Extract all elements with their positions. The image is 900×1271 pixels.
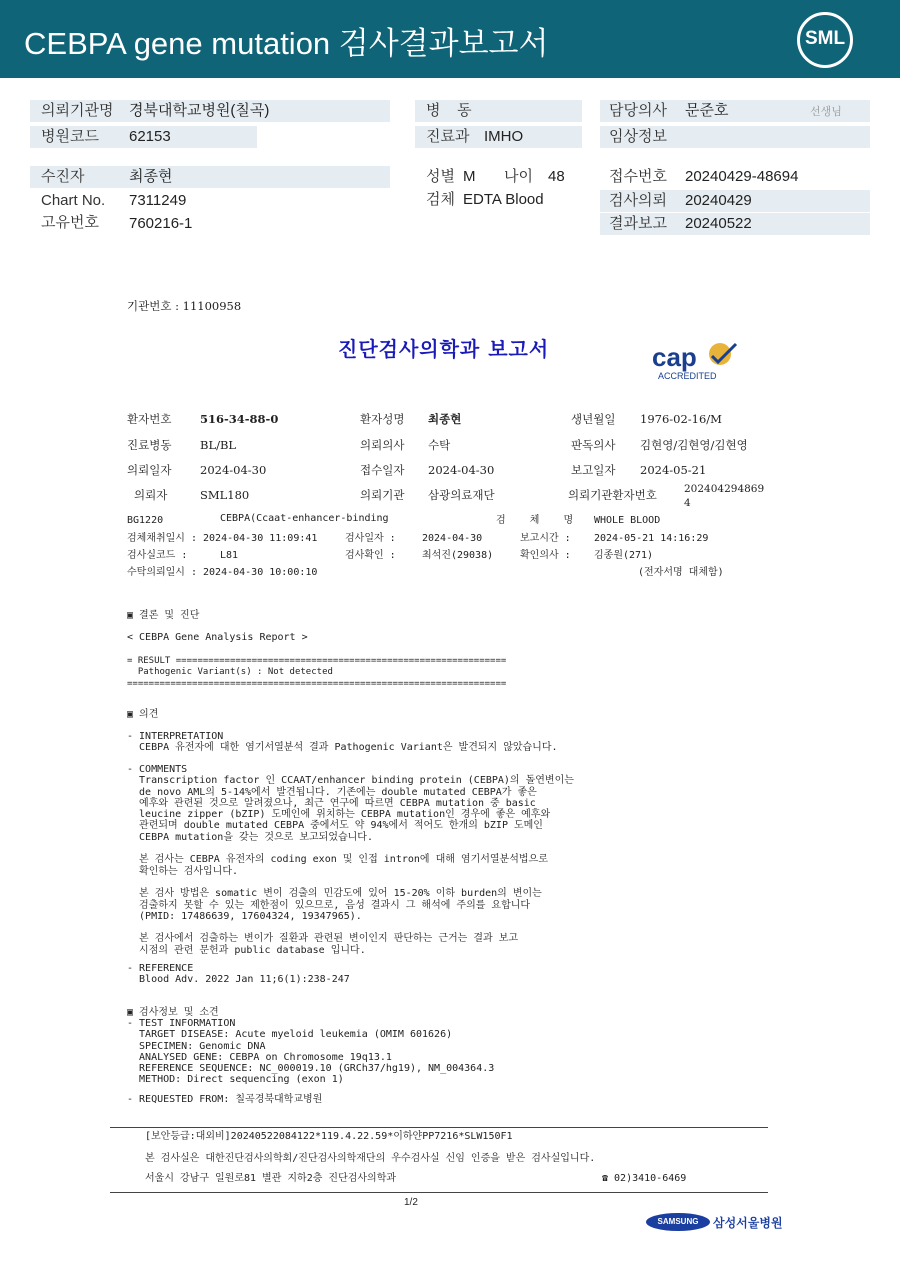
grid-value: 수탁 [428,438,451,452]
hosp-code-value: 62153 [129,128,171,145]
test-date-label: 검사일자 : [345,533,396,544]
grid-value: 516-34-88-0 [200,412,279,426]
chart-value: 7311249 [129,192,187,209]
grid-value: 2024-05-21 [640,463,707,477]
patient-value: 최종현 [129,168,173,185]
grid-label: 의뢰기관환자번호 [568,488,657,502]
unique-value: 760216-1 [129,215,193,232]
confirm-doc-label: 확인의사 : [520,550,571,561]
age-label: 나이 [504,168,533,185]
grid-label: 보고일자 [571,463,616,477]
hosp-code-label: 병원코드 [41,128,99,145]
grid-value: SML180 [200,488,250,502]
test-information: - TEST INFORMATION TARGET DISEASE: Acute myeloid leukemia (OMIM 601626) SPECIMEN: Genomic DNA ANALYSED GENE: CEBPA on Chromosome 19q13.1 REFERENCE SEQUENCE: NC_000019.10 (GRCh37/hg19), NM_004364.3 METHOD: Direct sequencing (exon 1) [127,1018,495,1086]
grid-value: 2024-04-30 [200,463,267,477]
address: 서울시 강남구 일원로81 별관 지하2층 진단검사의학과 [145,1173,397,1184]
receipt-label: 접수번호 [609,168,667,185]
grid-label: 판독의사 [571,438,616,452]
samsung-logo: SAMSUNG [646,1213,710,1231]
result-block: = RESULT ============================================================= Pathogenic Variant(s) : Not detected ====================================================================== [127,656,507,689]
security-line: [보안등급:대외비]20240522084122*119.4.22.59*이하얀PP7216*SLW150F1 [145,1131,513,1142]
exam-req-label: 검사의뢰 [609,192,667,209]
grid-value-extra: 4 [684,497,691,509]
grid-label: 환자성명 [360,412,405,426]
doctor-suffix: 선생님 [810,106,842,118]
esign-note: (전자서명 대체함) [638,567,724,578]
grid-value: 삼광의료재단 [428,488,495,502]
dept-value: IMHO [484,128,524,145]
report-time-label: 보고시간 : [520,533,571,544]
section-conclusion: ▣ 결론 및 진단 [127,610,200,621]
test-date-value: 2024-04-30 [422,533,483,544]
section-test-info: ▣ 검사정보 및 소견 [127,1007,219,1018]
result-value: 20240522 [685,215,752,232]
page-title: CEBPA gene mutation 검사결과보고서 [24,26,549,61]
ward-label: 병 동 [426,102,472,119]
grid-value: 2024-04-30 [428,463,495,477]
phone: ☎ 02)3410-6469 [602,1173,687,1184]
report-time-value: 2024-05-21 14:16:29 [594,533,709,544]
page-header [0,0,900,78]
grid-label: 의뢰의사 [360,438,405,452]
collect-time: 검체채취일시 : 2024-04-30 11:09:41 [127,533,318,544]
reference: - REFERENCE Blood Adv. 2022 Jan 11;6(1):238-247 [127,963,350,986]
page-number: 1/2 [404,1197,418,1208]
unique-label: 고유번호 [41,214,99,231]
requested-from: - REQUESTED FROM: 칠곡경북대학교병원 [127,1094,323,1105]
doctor-value: 문준호 [685,102,729,119]
specimen-label: 검체 [426,191,455,208]
test-name: CEBPA(Ccaat-enhancer-binding [220,513,389,524]
report-title: 진단검사의학과 보고서 [338,337,550,361]
grid-label: 의뢰일자 [127,463,172,477]
confirm-label: 검사확인 : [345,550,396,561]
footer-divider-bottom [110,1192,768,1193]
lab-code-value: L81 [220,550,239,561]
grid-label: 의뢰자 [134,488,168,502]
cap-accredited-logo [650,338,745,382]
footer-divider [110,1127,768,1128]
doctor-label: 담당의사 [609,102,667,119]
grid-value: 최종현 [428,412,462,426]
consign-time: 수탁의뢰일시 : 2024-04-30 10:00:10 [127,567,318,578]
grid-value: 202404294869 [684,483,765,495]
hospital-name: 삼성서울병원 [713,1216,783,1230]
req-inst-label: 의뢰기관명 [41,102,114,119]
sex-label: 성별 [426,168,455,185]
specimen-name-value: WHOLE BLOOD [594,515,661,526]
specimen-value: EDTA Blood [463,191,544,208]
chart-label: Chart No. [41,192,106,209]
sml-logo: SML [797,12,853,68]
grid-label: 진료병동 [127,438,172,452]
dept-label: 진료과 [426,128,470,145]
result-label: 결과보고 [609,215,667,232]
grid-value: BL/BL [200,438,237,452]
patient-label: 수진자 [41,168,85,185]
confirm-doc-value: 김종원(271) [594,550,654,561]
req-inst-value: 경북대학교병원(칠곡) [129,102,270,119]
svg-text:cap: cap [652,342,697,372]
analysis-title: < CEBPA Gene Analysis Report > [127,632,308,643]
certification: 본 검사실은 대한진단검사의학회/진단검사의학재단의 우수검사실 신임 인증을 받은 검사실입니다. [145,1153,596,1164]
grid-label: 생년월일 [571,412,616,426]
grid-label: 의뢰기관 [360,488,405,502]
clinical-label: 임상정보 [609,128,667,145]
age-value: 48 [548,168,565,185]
sex-value: M [463,168,476,185]
bg-code: BG1220 [127,515,164,526]
interpretation: - INTERPRETATION CEBPA 유전자에 대한 염기서열분석 결과 Pathogenic Variant은 발견되지 않았습니다. [127,731,558,754]
grid-label: 접수일자 [360,463,405,477]
lab-code-label: 검사실코드 : [127,550,188,561]
svg-text:ACCREDITED: ACCREDITED [658,371,717,381]
confirm-value: 최석진(29038) [422,550,494,561]
comments: - COMMENTS Transcription factor 인 CCAAT/enhancer binding protein (CEBPA)의 돌연변이는 de novo AML의 5-14%에서 발견됩니다. 기존에는 double mutated CEBPA가 좋은 예후와 관련된 것으로 알려졌으나, 최근 연구에 따르면 CEBPA mutation 중 basic leucine zipper (bZIP) 도메인에 위치하는 CEBPA mutation인 경우에 좋은 예후와 관련되며 double mutated CEBPA 중에서도 약 94%에서 적어도 한개의 bZIP 도메인 CEBPA mutation을 갖는 것으로 보고되었습니다. 본 검사는 CEBPA 유전자의 coding exon 및 인접 intron에 대해 염기서열분석법으로 확인하는 검사입니다. 본 검사 방법은 somatic 변이 검출의 민감도에 있어 15-20% 이하 burden의 변이는 검출하지 못할 수 있는 제한점이 있으므로, 음성 결과시 그 해석에 주의를 요합니다 (PMID: 17486639, 17604324, 19347965). 본 검사에서 검출하는 변이가 질환과 관련된 변이인지 판단하는 근거는 결과 보고 시점의 관련 문헌과 public database 입니다. [127,764,574,956]
receipt-value: 20240429-48694 [685,168,799,185]
grid-value: 김현영/김현영/김현영 [640,438,748,452]
inst-number: 기관번호 : 11100958 [127,299,242,313]
grid-label: 환자번호 [127,412,172,426]
exam-req-value: 20240429 [685,192,752,209]
grid-value: 1976-02-16/M [640,412,722,426]
section-opinion: ▣ 의견 [127,709,159,720]
specimen-name-label: 검 체 명 [496,515,574,526]
